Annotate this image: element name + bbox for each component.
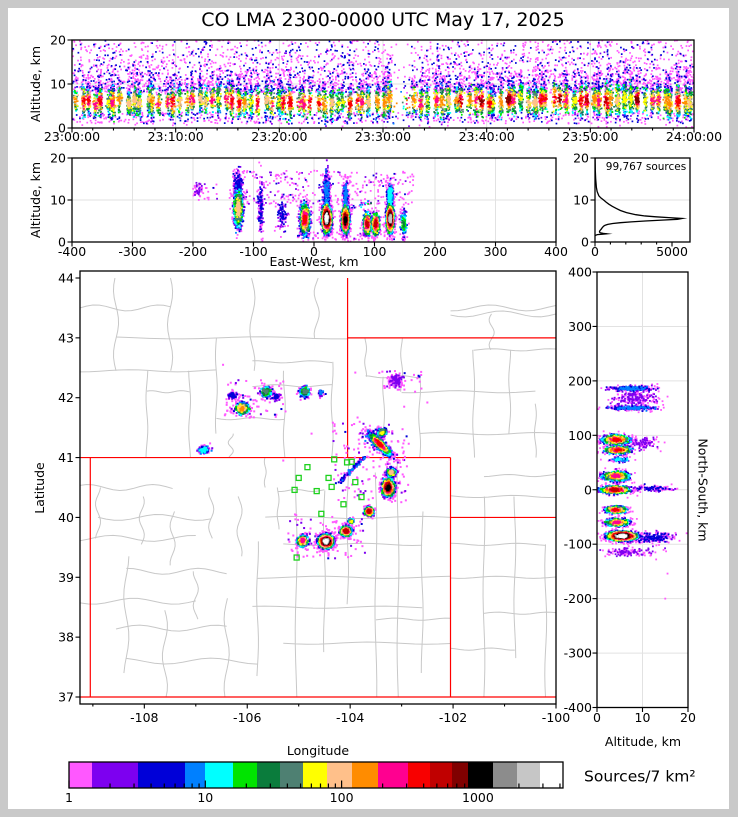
time-height-y-axis-label: Altitude, km (27, 45, 43, 123)
map-x-axis-label: Longitude (286, 742, 350, 758)
plot-title: CO LMA 2300-0000 UTC May 17, 2025 (201, 9, 565, 31)
north-south-y-axis-label: North-South, km (695, 438, 711, 542)
east-west-x-axis-label: East-West, km (269, 253, 359, 269)
source-count-annotation: 99,767 sources (605, 161, 687, 173)
map-y-axis-label: Latitude (31, 462, 47, 514)
colorbar-label: Sources/7 km² (584, 767, 696, 786)
north-south-x-axis-label: Altitude, km (604, 733, 682, 749)
east-west-y-axis-label: Altitude, km (27, 161, 43, 239)
